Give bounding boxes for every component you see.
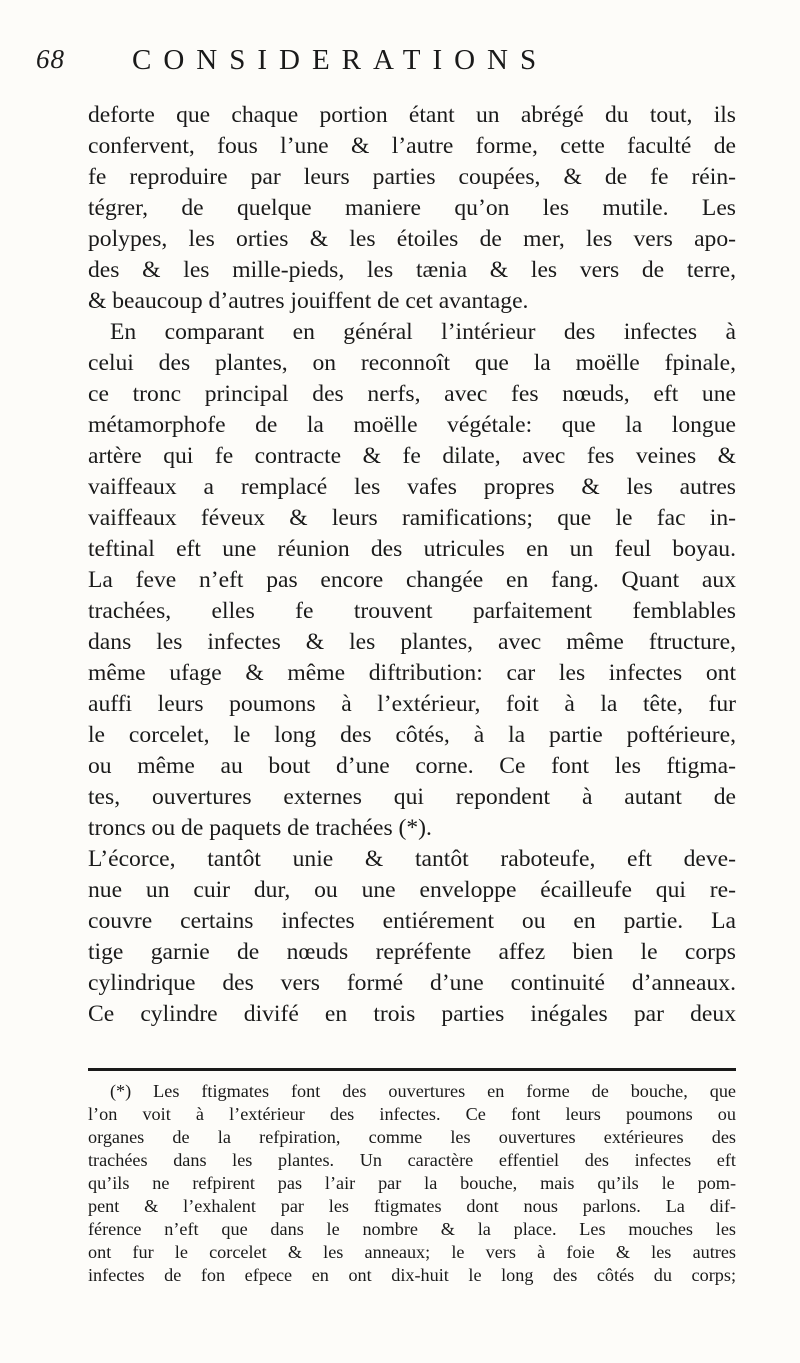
running-head: CONSIDERATIONS <box>132 44 549 76</box>
text-line: vaiffeaux a remplacé les vafes propres & les autres <box>88 474 736 500</box>
text-line: couvre certains infectes entiérement ou en partie. La <box>88 908 736 934</box>
text-line: fe reproduire par leurs parties coupées, & de fe réin- <box>88 164 736 190</box>
text-line: artère qui fe contracte & fe dilate, avec fes veines & <box>88 443 736 469</box>
text-line: le corcelet, le long des côtés, à la partie poftérieure, <box>88 722 736 748</box>
text-line: vaiffeaux féveux & leurs ramifications; que le fac in- <box>88 505 736 531</box>
footnote-divider <box>88 1068 736 1071</box>
text-line: La feve n’eft pas encore changée en fang. Quant aux <box>88 567 736 593</box>
text-line: des & les mille-pieds, les tænia & les vers de terre, <box>88 257 736 283</box>
text-line: dans les infectes & les plantes, avec même ftructure, <box>88 629 736 655</box>
footnote-line: férence n’eft que dans le nombre & la place. Les mouches les <box>88 1219 736 1239</box>
text-line: tige garnie de nœuds repréfente affez bien le corps <box>88 939 736 965</box>
text-line: Ce cylindre divifé en trois parties inégales par deux <box>88 1001 736 1027</box>
footnote-line: trachées dans les plantes. Un caractère effentiel des infectes eft <box>88 1150 736 1170</box>
text-line: tégrer, de quelque maniere qu’on les mutile. Les <box>88 195 736 221</box>
text-line: teftinal eft une réunion des utricules en un feul boyau. <box>88 536 736 562</box>
footnote-line: ont fur le corcelet & les anneaux; le vers à foie & les autres <box>88 1242 736 1262</box>
text-line: nue un cuir dur, ou une enveloppe écailleufe qui re- <box>88 877 736 903</box>
footnote-line: qu’ils ne refpirent pas l’air par la bouche, mais qu’ils le pom- <box>88 1173 736 1193</box>
text-line: L’écorce, tantôt unie & tantôt raboteufe, eft deve- <box>88 846 736 872</box>
text-line: cylindrique des vers formé d’une continuité d’anneaux. <box>88 970 736 996</box>
footnote <box>88 1080 736 1287</box>
text-line: & beaucoup d’autres jouiffent de cet avantage. <box>88 288 529 314</box>
footnote-line: organes de la refpiration, comme les ouvertures extérieures des <box>88 1127 736 1147</box>
footnote-line: infectes de fon efpece en ont dix-huit le long des côtés du corps; <box>88 1265 736 1285</box>
main-text <box>88 100 736 1030</box>
text-line: tes, ouvertures externes qui repondent à autant de <box>88 784 736 810</box>
text-line: celui des plantes, on reconnoît que la moëlle fpinale, <box>88 350 736 376</box>
text-line: trachées, elles fe trouvent parfaitement femblables <box>88 598 736 624</box>
text-line: polypes, les orties & les étoiles de mer, les vers apo- <box>88 226 736 252</box>
footnote-line: (*) Les ftigmates font des ouvertures en forme de bouche, que <box>110 1081 736 1101</box>
text-line: ou même au bout d’une corne. Ce font les ftigma- <box>88 753 736 779</box>
text-line: métamorphofe de la moëlle végétale: que la longue <box>88 412 736 438</box>
text-line: confervent, fous l’une & l’autre forme, cette faculté de <box>88 133 736 159</box>
text-line: même ufage & même diftribution: car les infectes ont <box>88 660 736 686</box>
text-line: troncs ou de paquets de trachées (*). <box>88 815 432 841</box>
text-line: En comparant en général l’intérieur des infectes à <box>110 319 736 345</box>
text-line: auffi leurs poumons à l’extérieur, foit à la tête, fur <box>88 691 736 717</box>
footnote-line: pent & l’exhalent par les ftigmates dont nous parlons. La dif- <box>88 1196 736 1216</box>
text-line: deforte que chaque portion étant un abrégé du tout, ils <box>88 102 736 128</box>
page-number: 68 <box>36 44 65 74</box>
text-line: ce tronc principal des nerfs, avec fes nœuds, eft une <box>88 381 736 407</box>
page-header <box>36 44 736 84</box>
footnote-line: l’on voit à l’extérieur des infectes. Ce font leurs poumons ou <box>88 1104 736 1124</box>
